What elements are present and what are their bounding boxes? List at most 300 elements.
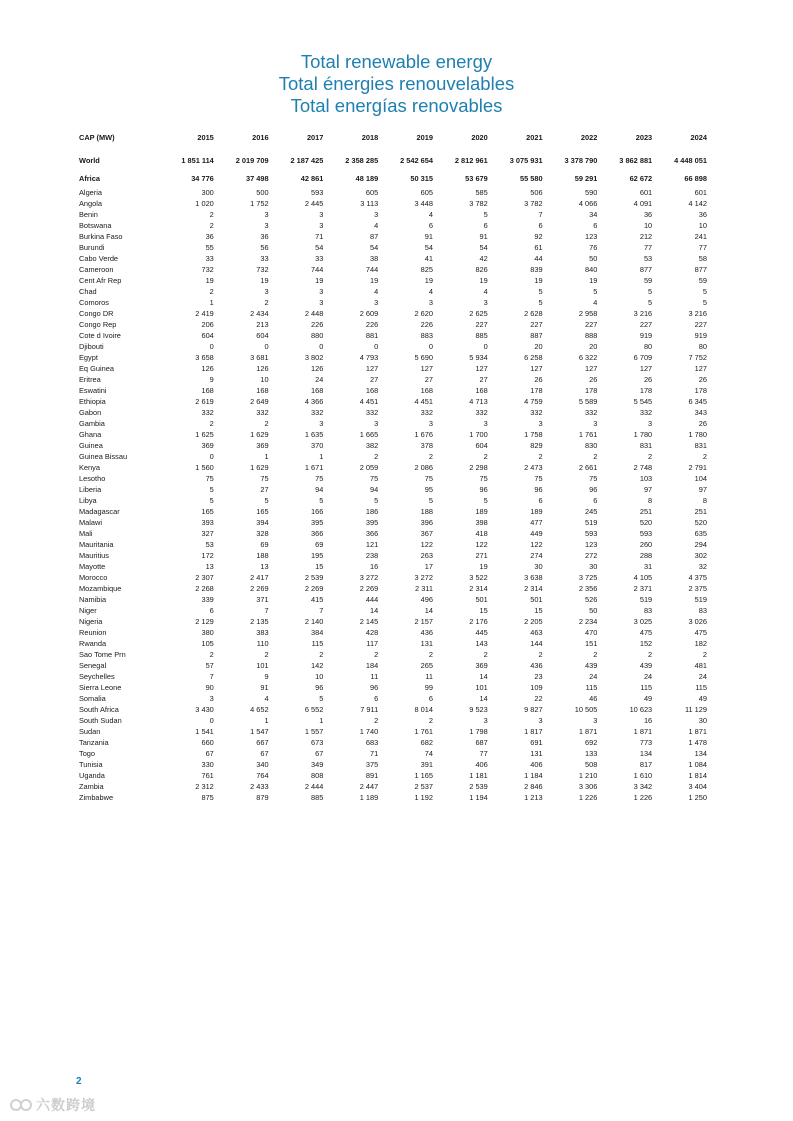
- row-label: Africa: [79, 174, 100, 183]
- table-cell: 97: [643, 485, 653, 494]
- table-cell: 4: [374, 287, 379, 296]
- header-year: 2021: [526, 133, 543, 142]
- table-cell: 7: [209, 672, 214, 681]
- table-cell: 96: [534, 485, 543, 494]
- table-cell: 2 312: [195, 782, 214, 791]
- table-cell: 26: [643, 375, 653, 384]
- table-cell: 115: [640, 683, 653, 692]
- table-cell: 4: [374, 221, 379, 230]
- table-row: [79, 396, 707, 407]
- table-cell: 152: [639, 639, 653, 648]
- table-cell: 10 623: [629, 705, 653, 714]
- table-row: [79, 660, 707, 671]
- table-cell: 475: [694, 628, 707, 637]
- table-cell: 2: [209, 221, 214, 230]
- table-cell: 470: [585, 628, 598, 637]
- table-cell: 8: [648, 496, 653, 505]
- table-cell: 10 505: [574, 705, 598, 714]
- table-row: [79, 528, 707, 539]
- table-cell: 74: [424, 749, 433, 758]
- table-cell: 168: [256, 386, 269, 395]
- table-cell: 90: [205, 683, 214, 692]
- spacer-cell: [79, 145, 707, 154]
- table-cell: 24: [643, 672, 653, 681]
- table-cell: 2 748: [633, 463, 653, 472]
- table-cell: 1 871: [633, 727, 653, 736]
- table-cell: 54: [479, 243, 488, 252]
- row-label: Namibia: [79, 595, 107, 604]
- table-cell: 391: [420, 760, 433, 769]
- table-cell: 2 473: [524, 463, 543, 472]
- table-cell: 3 272: [359, 573, 379, 582]
- table-cell: 5: [319, 496, 324, 505]
- table-cell: 241: [694, 232, 707, 241]
- table-cell: 122: [475, 540, 488, 549]
- table-cell: 332: [475, 408, 488, 417]
- table-cell: 339: [201, 595, 214, 604]
- table-cell: 4 451: [414, 397, 433, 406]
- row-label: Liberia: [79, 485, 102, 494]
- table-cell: 5: [319, 694, 324, 703]
- row-label: Burkina Faso: [79, 232, 123, 241]
- table-cell: 2 268: [195, 584, 214, 593]
- table-cell: 4 066: [578, 199, 598, 208]
- table-cell: 6 552: [304, 705, 324, 714]
- table-cell: 127: [530, 364, 543, 373]
- table-cell: 7: [264, 606, 269, 615]
- table-cell: 110: [256, 639, 269, 648]
- table-cell: 96: [369, 683, 379, 692]
- row-label: Comoros: [79, 298, 109, 307]
- table-cell: 80: [643, 342, 653, 351]
- table-cell: 4 793: [359, 353, 379, 362]
- table-cell: 1 189: [359, 793, 379, 802]
- table-cell: 369: [256, 441, 269, 450]
- table-cell: 1 181: [469, 771, 488, 780]
- table-cell: 10: [698, 221, 707, 230]
- page-title-block: [0, 51, 793, 117]
- table-cell: 604: [256, 331, 269, 340]
- table-cell: 4 652: [250, 705, 269, 714]
- table-cell: 2 433: [250, 782, 269, 791]
- table-cell: 238: [365, 551, 379, 560]
- table-cell: 1 798: [469, 727, 488, 736]
- table-cell: 9: [209, 375, 214, 384]
- table-cell: 406: [530, 760, 543, 769]
- table-row: [79, 286, 707, 297]
- table-cell: 15: [534, 606, 543, 615]
- table-cell: 349: [311, 760, 324, 769]
- table-cell: 123: [585, 232, 598, 241]
- table-cell: 585: [475, 188, 488, 197]
- table-cell: 445: [475, 628, 488, 637]
- row-label: Zimbabwe: [79, 793, 114, 802]
- table-cell: 2 314: [524, 584, 543, 593]
- table-cell: 131: [420, 639, 433, 648]
- table-cell: 1 780: [688, 430, 707, 439]
- table-cell: 593: [639, 529, 653, 538]
- table-cell: 8: [702, 496, 707, 505]
- table-cell: 226: [420, 320, 433, 329]
- table-cell: 3: [538, 716, 543, 725]
- table-cell: 3 862 881: [619, 156, 653, 165]
- table-cell: 67: [315, 749, 324, 758]
- table-cell: 2 269: [304, 584, 324, 593]
- table-cell: 101: [256, 661, 269, 670]
- table-cell: 2 958: [578, 309, 598, 318]
- table-cell: 3 638: [524, 573, 543, 582]
- table-cell: 2: [374, 452, 379, 461]
- page-number: 2: [76, 1076, 82, 1087]
- table-cell: 11: [425, 672, 433, 681]
- table-cell: 15: [315, 562, 324, 571]
- table-cell: 673: [311, 738, 324, 747]
- table-row: [79, 715, 707, 726]
- table-cell: 2 619: [195, 397, 214, 406]
- table-cell: 143: [475, 639, 488, 648]
- table-cell: 436: [530, 661, 543, 670]
- row-label: Somalia: [79, 694, 106, 703]
- table-cell: 62 672: [629, 174, 653, 183]
- table-cell: 117: [366, 639, 379, 648]
- table-cell: 508: [585, 760, 598, 769]
- table-cell: 370: [311, 441, 324, 450]
- table-cell: 3 342: [633, 782, 653, 791]
- table-cell: 2 620: [414, 309, 433, 318]
- table-cell: 19: [260, 276, 269, 285]
- table-cell: 1 560: [195, 463, 214, 472]
- table-cell: 343: [694, 408, 707, 417]
- table-cell: 168: [311, 386, 324, 395]
- table-cell: 875: [201, 793, 214, 802]
- table-cell: 501: [530, 595, 543, 604]
- row-label: Nigeria: [79, 617, 103, 626]
- table-cell: 3 448: [414, 199, 433, 208]
- table-row: [79, 462, 707, 473]
- table-cell: 1 871: [578, 727, 598, 736]
- row-label: Reunion: [79, 628, 107, 637]
- table-cell: 115: [695, 683, 707, 692]
- table-cell: 168: [201, 386, 214, 395]
- table-cell: 33: [205, 254, 214, 263]
- table-cell: 42 861: [300, 174, 324, 183]
- table-row: [79, 330, 707, 341]
- table-cell: 332: [256, 408, 269, 417]
- table-cell: 24: [589, 672, 598, 681]
- header-year: 2022: [580, 133, 598, 142]
- table-cell: 2 445: [304, 199, 324, 208]
- table-cell: 37 498: [245, 174, 269, 183]
- table-cell: 3: [538, 419, 543, 428]
- row-label: Egypt: [79, 353, 98, 362]
- table-cell: 2 307: [195, 573, 214, 582]
- header-year: 2015: [197, 133, 214, 142]
- table-row: [79, 220, 707, 231]
- table-cell: 6 345: [688, 397, 707, 406]
- table-cell: 691: [530, 738, 543, 747]
- table-cell: 3 802: [304, 353, 324, 362]
- table-cell: 19: [205, 276, 214, 285]
- table-cell: 825: [420, 265, 433, 274]
- row-label: Djibouti: [79, 342, 104, 351]
- table-cell: 3: [319, 210, 324, 219]
- table-cell: 840: [585, 265, 598, 274]
- table-cell: 227: [475, 320, 488, 329]
- table-cell: 121: [365, 540, 379, 549]
- table-cell: 77: [698, 243, 707, 252]
- table-cell: 75: [369, 474, 379, 483]
- table-cell: 3: [264, 210, 269, 219]
- table-cell: 1 557: [304, 727, 324, 736]
- table-cell: 251: [639, 507, 653, 516]
- table-cell: 605: [420, 188, 433, 197]
- table-row: [79, 418, 707, 429]
- table-cell: 3: [319, 298, 324, 307]
- table-cell: 1 213: [524, 793, 543, 802]
- row-label: Malawi: [79, 518, 102, 527]
- row-label: Ethiopia: [79, 397, 106, 406]
- header-year: 2020: [471, 133, 488, 142]
- row-label: Mayotte: [79, 562, 106, 571]
- table-cell: 54: [315, 243, 324, 252]
- table-cell: 1: [319, 452, 324, 461]
- table-cell: 5: [264, 496, 269, 505]
- table-cell: 55 580: [519, 174, 543, 183]
- table-cell: 6: [209, 606, 214, 615]
- table-cell: 23: [534, 672, 543, 681]
- table-cell: 127: [694, 364, 707, 373]
- table-cell: 919: [639, 331, 653, 340]
- table-cell: 3 075 931: [509, 156, 543, 165]
- table-cell: 4 448 051: [674, 156, 707, 165]
- table-cell: 1 625: [195, 430, 214, 439]
- table-row: [79, 319, 707, 330]
- table-cell: 1 629: [250, 463, 269, 472]
- row-label: Lesotho: [79, 474, 106, 483]
- table-cell: 382: [365, 441, 379, 450]
- header-year: 2019: [416, 133, 433, 142]
- table-cell: 14: [369, 606, 379, 615]
- table-cell: 1 871: [688, 727, 707, 736]
- table-cell: 2 791: [688, 463, 707, 472]
- table-cell: 744: [311, 265, 324, 274]
- table-cell: 144: [530, 639, 543, 648]
- table-cell: 54: [424, 243, 433, 252]
- table-cell: 831: [639, 441, 653, 450]
- table-cell: 11 129: [684, 705, 707, 714]
- table-body: [79, 145, 707, 803]
- table-cell: 604: [201, 331, 214, 340]
- table-cell: 1 629: [250, 430, 269, 439]
- table-cell: 4 375: [688, 573, 707, 582]
- table-cell: 3: [483, 419, 488, 428]
- table-cell: 1 184: [524, 771, 543, 780]
- table-cell: 226: [365, 320, 379, 329]
- table-row: [79, 594, 707, 605]
- table-cell: 332: [639, 408, 653, 417]
- table-cell: 501: [475, 595, 488, 604]
- table-cell: 6: [538, 221, 543, 230]
- table-cell: 5: [483, 496, 488, 505]
- table-cell: 891: [365, 771, 379, 780]
- table-cell: 178: [585, 386, 598, 395]
- table-cell: 41: [424, 254, 433, 263]
- table-cell: 19: [424, 276, 433, 285]
- table-cell: 2 269: [359, 584, 379, 593]
- table-cell: 75: [479, 474, 488, 483]
- table-cell: 0: [264, 342, 269, 351]
- table-cell: 3 025: [633, 617, 653, 626]
- table-cell: 49: [643, 694, 653, 703]
- table-cell: 3: [374, 419, 379, 428]
- row-label: Niger: [79, 606, 97, 615]
- row-label: Guinea: [79, 441, 103, 450]
- table-cell: 839: [530, 265, 543, 274]
- table-cell: 3 681: [250, 353, 269, 362]
- table-cell: 3: [428, 419, 433, 428]
- table-cell: 6: [593, 496, 598, 505]
- table-header-row: [79, 132, 707, 145]
- table-cell: 10: [260, 375, 269, 384]
- table-cell: 2 371: [633, 584, 653, 593]
- table-cell: 2 625: [469, 309, 488, 318]
- table-cell: 885: [311, 793, 324, 802]
- table-cell: 33: [260, 254, 269, 263]
- table-cell: 3: [593, 419, 598, 428]
- table-cell: 226: [311, 320, 324, 329]
- table-cell: 32: [698, 562, 707, 571]
- table-cell: 744: [365, 265, 379, 274]
- table-cell: 53 679: [465, 174, 488, 183]
- table-cell: 19: [369, 276, 379, 285]
- table-cell: 2 157: [414, 617, 433, 626]
- table-row: [79, 517, 707, 528]
- table-cell: 0: [209, 452, 214, 461]
- table-row: [79, 253, 707, 264]
- table-cell: 54: [369, 243, 379, 252]
- table-cell: 1 780: [633, 430, 653, 439]
- table-cell: 26: [698, 419, 707, 428]
- table-cell: 1 700: [469, 430, 488, 439]
- table-row: [79, 209, 707, 220]
- table-row: [79, 748, 707, 759]
- world-row: [79, 154, 707, 167]
- table-cell: 0: [209, 342, 214, 351]
- table-cell: 2: [209, 210, 214, 219]
- table-cell: 91: [260, 683, 269, 692]
- table-cell: 26: [698, 375, 707, 384]
- table-cell: 46: [589, 694, 598, 703]
- table-row: [79, 671, 707, 682]
- table-cell: 178: [639, 386, 653, 395]
- table-cell: 115: [585, 683, 598, 692]
- table-row: [79, 561, 707, 572]
- table-cell: 1 194: [469, 793, 488, 802]
- table-cell: 75: [589, 474, 598, 483]
- table-cell: 5: [209, 485, 214, 494]
- row-label: Burundi: [79, 243, 105, 252]
- table-cell: 2 135: [250, 617, 269, 626]
- table-cell: 34: [589, 210, 598, 219]
- table-cell: 1 761: [414, 727, 433, 736]
- table-cell: 605: [365, 188, 379, 197]
- table-cell: 2: [428, 452, 433, 461]
- table-cell: 395: [365, 518, 379, 527]
- table-cell: 251: [694, 507, 707, 516]
- table-cell: 1 250: [688, 793, 707, 802]
- table-cell: 367: [420, 529, 433, 538]
- table-cell: 274: [530, 551, 543, 560]
- table-cell: 5: [593, 287, 598, 296]
- table-cell: 2: [374, 716, 379, 725]
- table-cell: 75: [534, 474, 543, 483]
- table-cell: 22: [534, 694, 543, 703]
- table-cell: 30: [698, 716, 707, 725]
- table-cell: 808: [311, 771, 324, 780]
- table-cell: 26: [534, 375, 543, 384]
- row-label: Cote d Ivoire: [79, 331, 121, 340]
- table-cell: 34 776: [191, 174, 214, 183]
- table-cell: 475: [639, 628, 653, 637]
- table-row: [79, 385, 707, 396]
- table-cell: 9 523: [469, 705, 488, 714]
- table-cell: 366: [311, 529, 324, 538]
- watermark-text: 六数跨境: [36, 1098, 96, 1114]
- table-cell: 178: [530, 386, 543, 395]
- table-cell: 2 311: [415, 584, 433, 593]
- row-label: Congo DR: [79, 309, 114, 318]
- table-cell: 126: [311, 364, 324, 373]
- table-cell: 830: [585, 441, 598, 450]
- table-cell: 5 934: [469, 353, 488, 362]
- table-cell: 48 189: [355, 174, 379, 183]
- table-cell: 879: [256, 793, 269, 802]
- table-cell: 300: [201, 188, 214, 197]
- table-cell: 195: [311, 551, 324, 560]
- table-cell: 189: [475, 507, 488, 516]
- table-cell: 1: [209, 298, 214, 307]
- table-cell: 168: [475, 386, 488, 395]
- table-cell: 3: [374, 298, 379, 307]
- table-cell: 2: [483, 650, 488, 659]
- table-cell: 31: [643, 562, 653, 571]
- table-row: [79, 451, 707, 462]
- table-cell: 14: [479, 694, 488, 703]
- table-cell: 1: [319, 716, 324, 725]
- table-cell: 3 658: [195, 353, 214, 362]
- table-cell: 0: [374, 342, 379, 351]
- table-cell: 3: [483, 298, 488, 307]
- table-row: [79, 770, 707, 781]
- table-cell: 213: [256, 320, 269, 329]
- table-cell: 439: [639, 661, 653, 670]
- table-cell: 877: [639, 265, 653, 274]
- table-cell: 1 226: [633, 793, 653, 802]
- table-cell: 7: [319, 606, 324, 615]
- table-cell: 2 444: [304, 782, 324, 791]
- table-row: [79, 407, 707, 418]
- table-cell: 59: [643, 276, 653, 285]
- table-cell: 3: [483, 716, 488, 725]
- table-cell: 122: [420, 540, 433, 549]
- table-row: [79, 231, 707, 242]
- row-label: Sudan: [79, 727, 101, 736]
- table-cell: 66 898: [684, 174, 707, 183]
- header-year: 2018: [361, 133, 379, 142]
- table-cell: 2 059: [359, 463, 379, 472]
- table-cell: 127: [475, 364, 488, 373]
- table-row: [79, 649, 707, 660]
